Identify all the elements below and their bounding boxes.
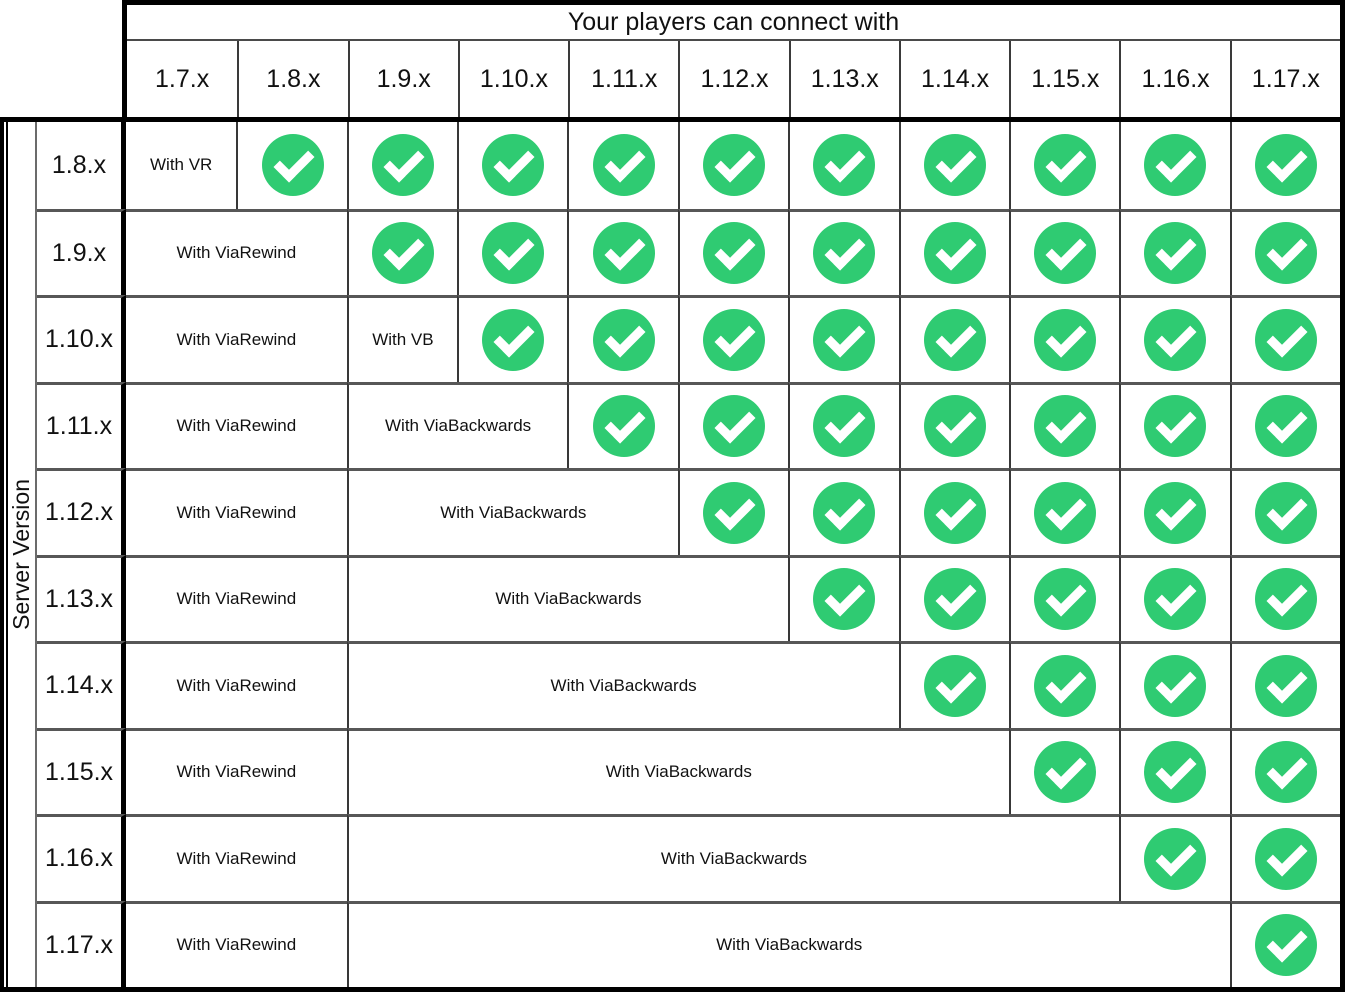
compat-cell (788, 122, 898, 209)
column-header: 1.17.x (1230, 41, 1340, 117)
compat-cell (1009, 641, 1119, 728)
compat-cell (1009, 728, 1119, 815)
check-circle-icon (1255, 568, 1317, 630)
compat-cell (788, 209, 898, 296)
row-header: 1.11.x (37, 382, 126, 469)
check-circle-icon (593, 395, 655, 457)
compat-cell (1230, 641, 1340, 728)
compat-cell (567, 382, 677, 469)
check-circle-icon (1034, 134, 1096, 196)
note-cell: With ViaRewind (126, 901, 347, 988)
check-circle-icon (813, 482, 875, 544)
compat-cell (1009, 468, 1119, 555)
check-circle-icon (1255, 482, 1317, 544)
compat-cell (678, 122, 788, 209)
check-circle-icon (1144, 134, 1206, 196)
column-header: 1.13.x (789, 41, 899, 117)
check-circle-icon (703, 134, 765, 196)
check-circle-icon (924, 222, 986, 284)
note-cell: With ViaRewind (126, 555, 347, 642)
column-header: 1.8.x (237, 41, 347, 117)
check-circle-icon (262, 134, 324, 196)
compat-cell (1119, 209, 1229, 296)
check-circle-icon (1034, 395, 1096, 457)
compat-cell (899, 382, 1009, 469)
compat-cell (1119, 295, 1229, 382)
note-cell: With VR (150, 155, 213, 175)
compat-cell (1119, 814, 1229, 901)
check-circle-icon (1144, 309, 1206, 371)
compat-cell (678, 468, 788, 555)
check-circle-icon (1255, 741, 1317, 803)
server-version-axis (6, 122, 37, 987)
row-header: 1.8.x (37, 122, 126, 209)
check-circle-icon (1144, 395, 1206, 457)
check-circle-icon (593, 309, 655, 371)
page-title: Your players can connect with (127, 5, 1340, 41)
compat-cell (1009, 555, 1119, 642)
compat-cell (1009, 122, 1119, 209)
column-header: 1.12.x (678, 41, 788, 117)
check-circle-icon (813, 222, 875, 284)
compat-cell (1230, 122, 1340, 209)
compat-cell (788, 382, 898, 469)
note-cell: With ViaBackwards (347, 555, 788, 642)
compat-cell (1230, 468, 1340, 555)
compat-cell (457, 209, 567, 296)
check-circle-icon (1144, 482, 1206, 544)
check-circle-icon (924, 482, 986, 544)
check-circle-icon (1255, 914, 1317, 976)
check-circle-icon (1034, 309, 1096, 371)
compat-cell (567, 122, 677, 209)
check-circle-icon (703, 309, 765, 371)
check-circle-icon (1034, 568, 1096, 630)
compat-cell (788, 295, 898, 382)
compat-cell (1230, 295, 1340, 382)
compat-cell (347, 209, 457, 296)
compat-cell (1119, 122, 1229, 209)
compat-cell (567, 209, 677, 296)
check-circle-icon (1255, 655, 1317, 717)
row-header: 1.12.x (37, 468, 126, 555)
compat-cell (1230, 555, 1340, 642)
check-circle-icon (1255, 134, 1317, 196)
note-cell: With ViaRewind (126, 209, 347, 296)
column-header: 1.7.x (155, 64, 210, 93)
compat-cell (1230, 382, 1340, 469)
compat-cell (788, 555, 898, 642)
compat-cell (457, 122, 567, 209)
check-circle-icon (1255, 309, 1317, 371)
check-circle-icon (813, 134, 875, 196)
check-circle-icon (924, 655, 986, 717)
check-circle-icon (482, 134, 544, 196)
row-header: 1.9.x (37, 209, 126, 296)
check-circle-icon (1034, 482, 1096, 544)
compat-cell (457, 295, 567, 382)
row-header: 1.14.x (37, 641, 126, 728)
compat-cell (567, 295, 677, 382)
matrix-body (0, 117, 1345, 992)
column-header: 1.15.x (1009, 41, 1119, 117)
check-circle-icon (372, 222, 434, 284)
compat-cell (347, 122, 457, 209)
column-header: 1.14.x (899, 41, 1009, 117)
row-header: 1.17.x (37, 901, 126, 988)
compat-cell (1009, 382, 1119, 469)
check-circle-icon (1144, 828, 1206, 890)
check-circle-icon (924, 395, 986, 457)
check-circle-icon (1034, 741, 1096, 803)
note-cell: With ViaRewind (126, 728, 347, 815)
note-cell: With ViaRewind (126, 814, 347, 901)
check-circle-icon (924, 134, 986, 196)
note-cell: With ViaRewind (126, 641, 347, 728)
column-header: 1.11.x (568, 41, 678, 117)
column-header: 1.9.x (348, 41, 458, 117)
compat-cell (1119, 728, 1229, 815)
note-cell: With ViaRewind (126, 468, 347, 555)
compat-cell (1119, 468, 1229, 555)
note-cell: With VB (347, 295, 457, 382)
compat-cell (899, 295, 1009, 382)
check-circle-icon (482, 222, 544, 284)
check-circle-icon (924, 568, 986, 630)
compat-cell (236, 122, 346, 209)
row-header: 1.13.x (37, 555, 126, 642)
compat-cell (1230, 901, 1340, 988)
compat-cell (1119, 382, 1229, 469)
compat-cell (899, 468, 1009, 555)
compat-cell (678, 382, 788, 469)
note-cell: With ViaBackwards (347, 468, 678, 555)
compat-cell (1230, 728, 1340, 815)
note-cell: With ViaBackwards (347, 814, 1120, 901)
note-cell: With ViaRewind (126, 382, 347, 469)
column-header: 1.16.x (1119, 41, 1229, 117)
compat-cell (788, 468, 898, 555)
check-circle-icon (1034, 655, 1096, 717)
check-circle-icon (1255, 828, 1317, 890)
check-circle-icon (1255, 222, 1317, 284)
check-circle-icon (924, 309, 986, 371)
note-cell: With ViaBackwards (347, 382, 568, 469)
check-circle-icon (1144, 655, 1206, 717)
compat-cell (899, 122, 1009, 209)
check-circle-icon (813, 309, 875, 371)
check-circle-icon (372, 134, 434, 196)
check-circle-icon (703, 395, 765, 457)
compat-cell (899, 555, 1009, 642)
check-circle-icon (1144, 568, 1206, 630)
check-circle-icon (1034, 222, 1096, 284)
compat-cell (1119, 641, 1229, 728)
check-circle-icon (1144, 222, 1206, 284)
compat-cell (1230, 209, 1340, 296)
client-version-column-headers (127, 41, 1340, 117)
compat-cell (899, 209, 1009, 296)
check-circle-icon (813, 395, 875, 457)
compat-cell (1009, 295, 1119, 382)
note-cell: With ViaRewind (126, 295, 347, 382)
server-version-axis-label: Server Version (8, 479, 34, 630)
check-circle-icon (813, 568, 875, 630)
compat-cell (1009, 209, 1119, 296)
client-versions-header (122, 0, 1345, 117)
check-circle-icon (703, 482, 765, 544)
row-header: 1.16.x (37, 814, 126, 901)
check-circle-icon (593, 222, 655, 284)
compat-cell (899, 641, 1009, 728)
compat-cell (1119, 555, 1229, 642)
note-cell: With ViaBackwards (347, 728, 1009, 815)
column-header: 1.10.x (458, 41, 568, 117)
check-circle-icon (593, 134, 655, 196)
compat-cell (1230, 814, 1340, 901)
check-circle-icon (1144, 741, 1206, 803)
compat-cell (678, 209, 788, 296)
compat-cell (678, 295, 788, 382)
row-header: 1.10.x (37, 295, 126, 382)
check-circle-icon (703, 222, 765, 284)
note-cell: With ViaBackwards (347, 641, 899, 728)
row-header: 1.15.x (37, 728, 126, 815)
note-cell: With ViaBackwards (347, 901, 1230, 988)
check-circle-icon (1255, 395, 1317, 457)
check-circle-icon (482, 309, 544, 371)
